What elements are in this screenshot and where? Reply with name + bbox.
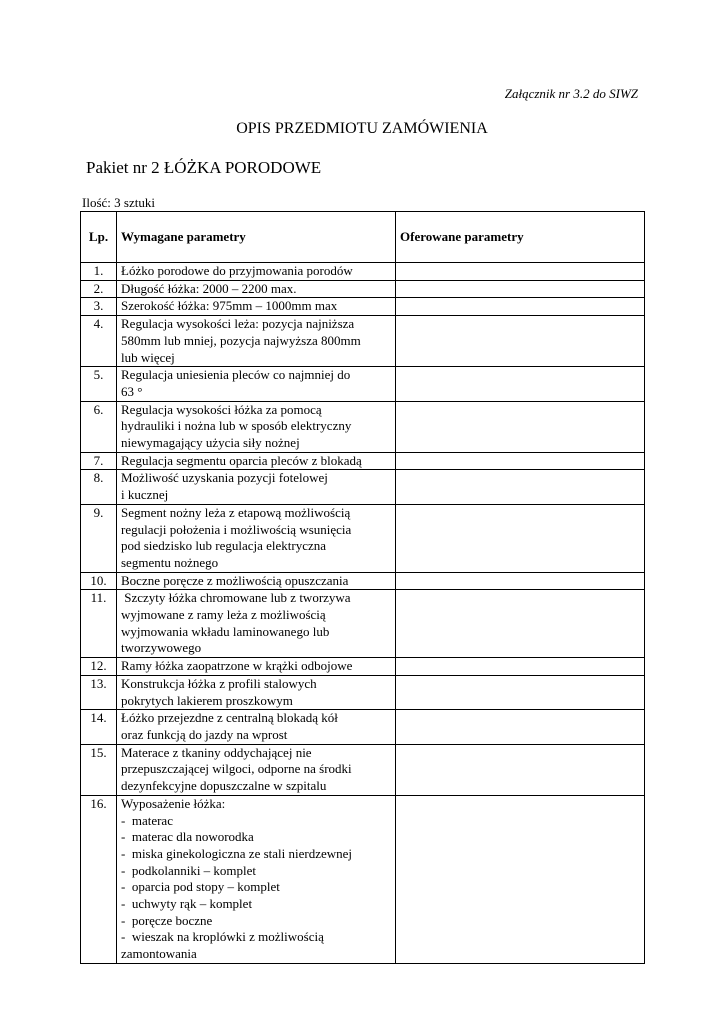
parameter-text: przepuszczającej wilgoci, odporne na środki <box>121 761 352 777</box>
row-number: 9. <box>81 504 117 572</box>
table-row <box>81 298 645 316</box>
parameter-text: pokrytych lakierem proszkowym <box>121 692 293 708</box>
parameter-text: 580mm lub mniej, pozycja najwyższa 800mm <box>121 332 361 348</box>
row-number: 7. <box>81 452 117 470</box>
parameter-text: Regulacja wysokości leża: pozycja najniższa <box>121 316 355 332</box>
parameter-text: zamontowania <box>121 946 197 962</box>
row-number: 3. <box>81 298 117 316</box>
table-row <box>81 744 645 795</box>
parameter-text: tworzywowego <box>121 640 202 656</box>
offered-parameter-cell[interactable] <box>396 710 645 744</box>
required-parameter-cell <box>117 452 396 470</box>
row-number: 8. <box>81 470 117 504</box>
required-parameter-cell <box>117 504 396 572</box>
header-lp: Lp. <box>81 212 117 263</box>
row-number: 15. <box>81 744 117 795</box>
parameter-text: wyjmowane z ramy leża z możliwością <box>121 607 326 623</box>
table-row <box>81 795 645 963</box>
parameter-text: Materace z tkaniny oddychającej nie <box>121 744 312 760</box>
parameter-text: 63 ° <box>121 383 143 399</box>
parameters-table <box>80 211 645 964</box>
parameter-text: Szczyty łóżka chromowane lub z tworzywa <box>121 590 351 606</box>
row-number: 5. <box>81 367 117 401</box>
annex-reference: Załącznik nr 3.2 do SIWZ <box>504 86 638 101</box>
required-parameter-cell <box>117 263 396 281</box>
table-row <box>81 590 645 658</box>
offered-parameter-cell[interactable] <box>396 298 645 316</box>
parameter-text: - oparcia pod stopy – komplet <box>121 879 280 895</box>
parameter-text: oraz funkcją do jazdy na wprost <box>121 726 288 742</box>
parameter-text: lub więcej <box>121 349 175 365</box>
parameter-text: Wyposażenie łóżka: <box>121 795 226 811</box>
parameter-text: Regulacja segmentu oparcia pleców z blokadą <box>121 452 362 468</box>
required-parameter-cell <box>117 658 396 676</box>
parameter-text: wyjmowania wkładu laminowanego lub <box>121 623 330 639</box>
table-row <box>81 470 645 504</box>
required-parameter-cell <box>117 795 396 963</box>
table-row <box>81 263 645 281</box>
table-row <box>81 280 645 298</box>
offered-parameter-cell[interactable] <box>396 504 645 572</box>
row-number: 13. <box>81 675 117 709</box>
offered-parameter-cell[interactable] <box>396 452 645 470</box>
row-number: 16. <box>81 795 117 963</box>
parameter-text: Możliwość uzyskania pozycji fotelowej <box>121 470 328 486</box>
row-number: 14. <box>81 710 117 744</box>
parameter-text: - poręcze boczne <box>121 912 213 928</box>
required-parameter-cell <box>117 401 396 452</box>
required-parameter-cell <box>117 572 396 590</box>
parameter-text: Ramy łóżka zaopatrzone w krążki odbojowe <box>121 658 353 674</box>
table-row <box>81 316 645 367</box>
parameter-text: dezynfekcyjne dopuszczalne w szpitalu <box>121 778 327 794</box>
required-parameter-cell <box>117 316 396 367</box>
required-parameter-cell <box>117 744 396 795</box>
parameter-text: Długość łóżka: 2000 – 2200 max. <box>121 280 297 296</box>
quantity-label: Ilość: 3 sztuki <box>82 195 155 210</box>
header-offered-parameters: Oferowane parametry <box>396 212 645 263</box>
offered-parameter-cell[interactable] <box>396 367 645 401</box>
required-parameter-cell <box>117 710 396 744</box>
parameter-text: regulacji położenia i możliwością wsunięcia <box>121 521 352 537</box>
row-number: 2. <box>81 280 117 298</box>
offered-parameter-cell[interactable] <box>396 401 645 452</box>
table-header-row <box>81 212 645 263</box>
row-number: 4. <box>81 316 117 367</box>
required-parameter-cell <box>117 367 396 401</box>
table-row <box>81 710 645 744</box>
header-required-parameters: Wymagane parametry <box>117 212 396 263</box>
parameter-text: - uchwyty rąk – komplet <box>121 896 253 912</box>
table-row <box>81 504 645 572</box>
offered-parameter-cell[interactable] <box>396 658 645 676</box>
offered-parameter-cell[interactable] <box>396 590 645 658</box>
offered-parameter-cell[interactable] <box>396 795 645 963</box>
parameter-text: Boczne poręcze z możliwością opuszczania <box>121 572 349 588</box>
parameter-text: Segment nożny leża z etapową możliwością <box>121 504 351 520</box>
parameter-text: Regulacja uniesienia pleców co najmniej do <box>121 367 351 383</box>
parameter-text: - wieszak na kroplówki z możliwością <box>121 929 324 945</box>
table-row <box>81 572 645 590</box>
parameter-text: pod siedzisko lub regulacja elektryczna <box>121 538 327 554</box>
table-row <box>81 675 645 709</box>
offered-parameter-cell[interactable] <box>396 263 645 281</box>
parameter-text: i kucznej <box>121 487 169 503</box>
parameter-text: Regulacja wysokości łóżka za pomocą <box>121 401 322 417</box>
offered-parameter-cell[interactable] <box>396 675 645 709</box>
required-parameter-cell <box>117 675 396 709</box>
offered-parameter-cell[interactable] <box>396 280 645 298</box>
parameter-text: Łóżko przejezdne z centralną blokadą kół <box>121 710 338 726</box>
row-number: 10. <box>81 572 117 590</box>
parameter-text: hydrauliki i nożna lub w sposób elektryczny <box>121 418 352 434</box>
table-row <box>81 367 645 401</box>
table-row <box>81 658 645 676</box>
parameter-text: - materac <box>121 812 173 828</box>
parameter-text: - materac dla noworodka <box>121 829 254 845</box>
row-number: 11. <box>81 590 117 658</box>
row-number: 1. <box>81 263 117 281</box>
package-heading: Pakiet nr 2 ŁÓŻKA PORODOWE <box>86 158 322 177</box>
table-row <box>81 401 645 452</box>
parameter-text: Szerokość łóżka: 975mm – 1000mm max <box>121 298 338 314</box>
parameter-text: segmentu nożnego <box>121 554 219 570</box>
required-parameter-cell <box>117 590 396 658</box>
table-row <box>81 452 645 470</box>
parameter-text: niewymagający użycia siły nożnej <box>121 435 300 451</box>
offered-parameter-cell[interactable] <box>396 470 645 504</box>
row-number: 6. <box>81 401 117 452</box>
offered-parameter-cell[interactable] <box>396 572 645 590</box>
parameter-text: - miska ginekologiczna ze stali nierdzewnej <box>121 845 353 861</box>
required-parameter-cell <box>117 470 396 504</box>
parameter-text: Łóżko porodowe do przyjmowania porodów <box>121 263 353 278</box>
document-title: OPIS PRZEDMIOTU ZAMÓWIENIA <box>236 120 488 137</box>
offered-parameter-cell[interactable] <box>396 316 645 367</box>
parameter-text: Konstrukcja łóżka z profili stalowych <box>121 675 317 691</box>
offered-parameter-cell[interactable] <box>396 744 645 795</box>
required-parameter-cell <box>117 280 396 298</box>
required-parameter-cell <box>117 298 396 316</box>
row-number: 12. <box>81 658 117 676</box>
parameter-text: - podkolanniki – komplet <box>121 862 257 878</box>
